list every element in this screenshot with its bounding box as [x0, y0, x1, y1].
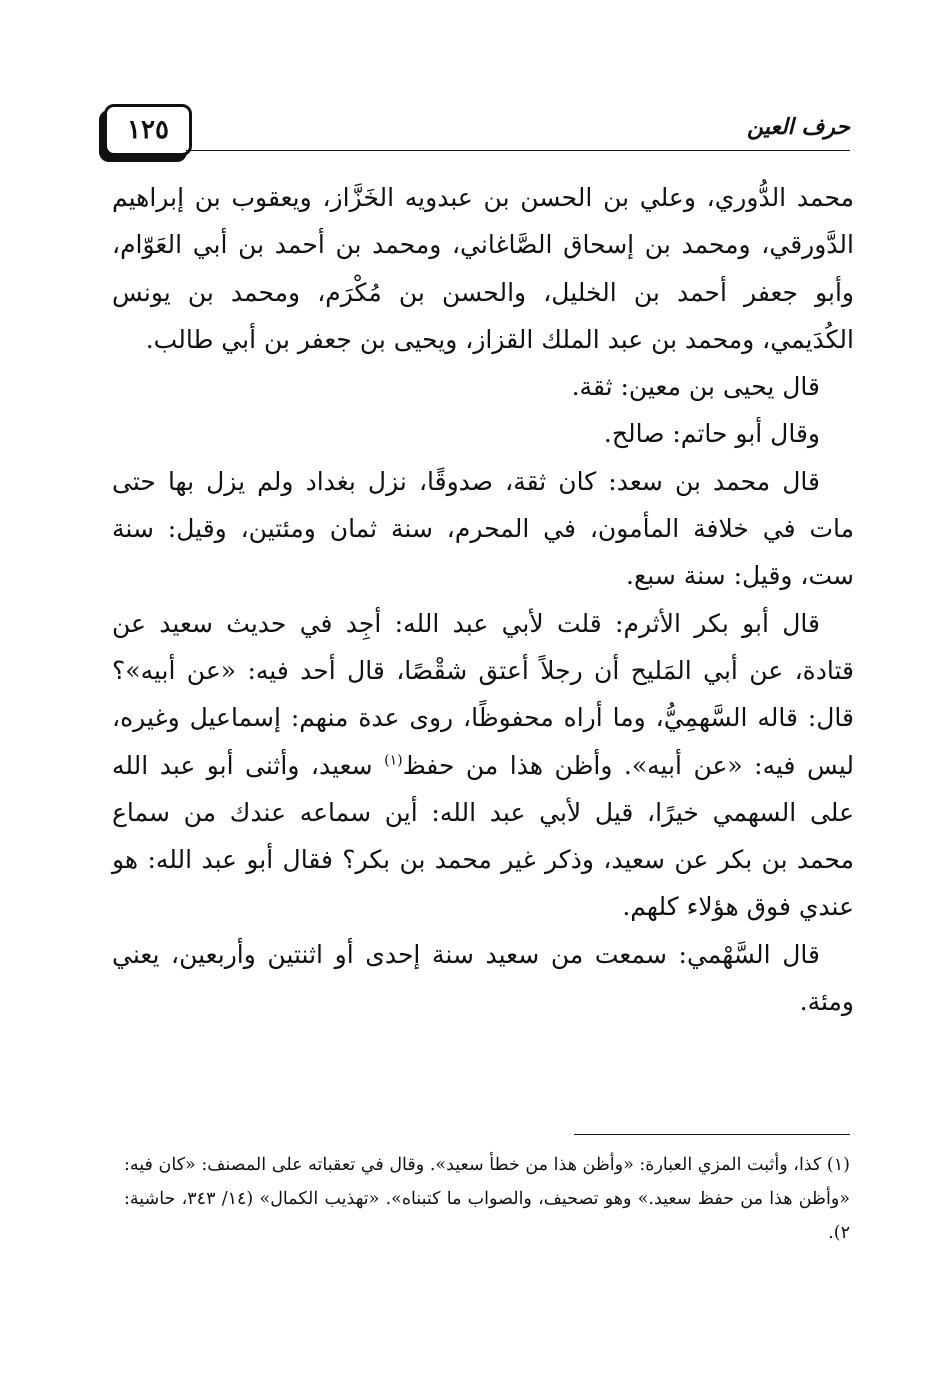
page-header	[100, 100, 850, 156]
page-number-box	[104, 104, 192, 156]
paragraph-2: قال يحيى بن معين: ثقة.	[571, 372, 820, 402]
paragraph-3: وقال أبو حاتم: صالح.	[603, 419, 820, 449]
paragraph-1: محمد الدُّوري، وعلي بن الحسن بن عبدويه الخَزَّاز، ويعقوب بن إبراهيم الدَّورقي، ومحمد بن إسحاق الصَّاغاني، ومحمد بن أحمد بن أبي العَوّام، وأبو جعفر أحمد بن الخليل، والحسن بن مُكْرَم، ومحمد بن يونس الكُدَيمي، ومحمد بن عبد الملك القزاز، ويحيى بن جعفر بن أبي طالب.	[112, 183, 854, 354]
footnote-1: (١) كذا، وأثبت المزي العبارة: «وأظن هذا من خطأ سعيد». وقال في تعقباته على المصنف: «كان فيه: «وأظن هذا من حفظ سعيد.» وهو تصحيف، والصواب ما كتبناه». «تهذيب الكمال» (١٤/ ٣٤٣، حاشية: ٢).	[124, 1155, 850, 1243]
paragraph-5-part-b: سعيد، وأثنى أبو عبد الله على السهمي خيرًا، قيل لأبي عبد الله: أين سماعه عندك من سماع محمد بن بكر عن سعيد، وذكر غير محمد بن بكر؟ فقال أبو عبد الله: هو عندي فوق هؤلاء كلهم.	[112, 750, 854, 922]
page-number: ١٢٥	[127, 115, 169, 145]
footnote-rule	[574, 1134, 850, 1135]
paragraph-6: قال السَّهْمي: سمعت من سعيد سنة إحدى أو اثنتين وأربعين، يعني ومئة.	[112, 939, 854, 1017]
running-head: حرف العين	[746, 114, 850, 140]
paragraph-5	[112, 600, 854, 931]
footnotes	[124, 1148, 850, 1250]
paragraph-4: قال محمد بن سعد: كان ثقة، صدوقًا، نزل بغداد ولم يزل بها حتى مات في خلافة المأمون، في المحرم، سنة ثمان ومئتين، وقيل: سنة ست، وقيل: سنة سبع.	[112, 466, 854, 591]
footnote-reference: (١)	[384, 752, 403, 769]
header-rule	[186, 150, 850, 151]
paragraph-5-part-a: قال أبو بكر الأثرم: قلت لأبي عبد الله: أجِد في حديث سعيد عن قتادة، عن أبي المَليح أن رجلاً أعتق شقْصًا، قال أحد فيه: «عن أبيه»؟ قال: قاله السَّهمِيُّ، وما أراه محفوظًا، روى عدة منهم: إسماعيل وغيره، ليس فيه: «عن أبيه». وأظن هذا من حفظ	[112, 608, 854, 780]
body-text	[112, 174, 854, 1025]
